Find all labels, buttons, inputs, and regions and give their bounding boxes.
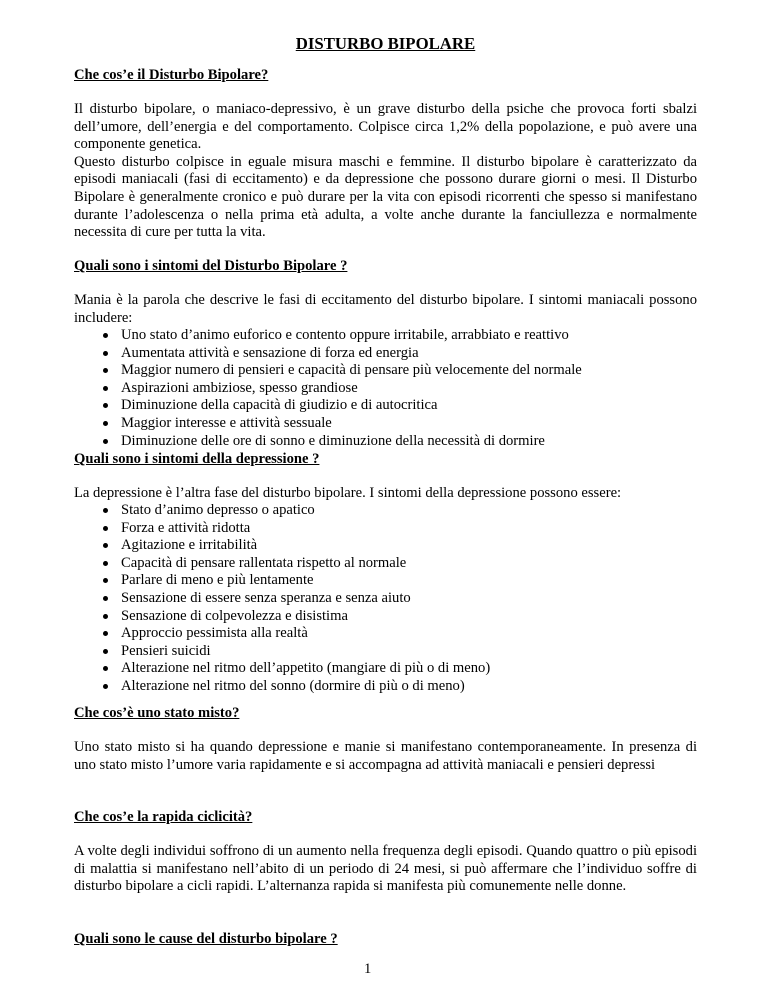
list-item: Diminuzione della capacità di giudizio e di autocritica — [74, 397, 697, 415]
bullet-icon — [103, 578, 108, 583]
bullet-icon — [103, 386, 108, 391]
section-heading-symptoms: Quali sono i sintomi del Disturbo Bipolare ? — [74, 258, 348, 274]
section-heading-what-is: Che cos’e il Disturbo Bipolare? — [74, 67, 269, 83]
paragraph: Il disturbo bipolare, o maniaco-depressivo, è un grave disturbo della psiche che provoca forti sbalzi dell’umore, dell’energia e del comportamento. Colpisce circa 1,2% della popolazione, e può avere una componente genetica. — [74, 101, 697, 153]
bullet-icon — [103, 543, 108, 548]
bullet-icon — [103, 526, 108, 531]
section-body-rapid-cycling: A volte degli individui soffrono di un aumento nella frequenza degli episodi. Quando quattro o più episodi di malattia si manifestano nell’abito di un periodo di 24 mesi, si può affermare che l’individuo soffre di disturbo bipolare a cicli rapidi. L’alternanza rapida si manifesta più comunemente nelle donne. — [74, 843, 697, 895]
bullet-icon — [103, 351, 108, 356]
bullet-icon — [103, 596, 108, 601]
depression-symptoms-list — [74, 502, 697, 696]
bullet-icon — [103, 631, 108, 636]
list-item: Maggior numero di pensieri e capacità di pensare più velocemente del normale — [74, 362, 697, 380]
bullet-icon — [103, 333, 108, 338]
page-number: 1 — [364, 961, 372, 977]
list-item: Capacità di pensare rallentata rispetto al normale — [74, 555, 697, 573]
bullet-icon — [103, 421, 108, 426]
list-item: Aspirazioni ambiziose, spesso grandiose — [74, 380, 697, 398]
section-heading-depression: Quali sono i sintomi della depressione ? — [74, 451, 320, 467]
list-item: Diminuzione delle ore di sonno e diminuzione della necessità di dormire — [74, 433, 697, 451]
list-item: Alterazione nel ritmo dell’appetito (mangiare di più o di meno) — [74, 660, 697, 678]
section-body-what-is — [74, 101, 697, 242]
bullet-icon — [103, 666, 108, 671]
section-intro-depression: La depressione è l’altra fase del disturbo bipolare. I sintomi della depressione possono essere: — [74, 485, 622, 501]
list-item: Parlare di meno e più lentamente — [74, 572, 697, 590]
section-body-mixed-state: Uno stato misto si ha quando depressione e manie si manifestano contemporaneamente. In presenza di uno stato misto l’umore varia rapidamente e si accompagna ad attività maniacali e pensieri depressi — [74, 739, 697, 773]
bullet-icon — [103, 684, 108, 689]
list-item: Approccio pessimista alla realtà — [74, 625, 697, 643]
bullet-icon — [103, 508, 108, 513]
bullet-icon — [103, 614, 108, 619]
section-intro-symptoms: Mania è la parola che descrive le fasi di eccitamento del disturbo bipolare. I sintomi maniacali possono includere: — [74, 292, 697, 326]
bullet-icon — [103, 403, 108, 408]
list-item: Sensazione di colpevolezza e disistima — [74, 608, 697, 626]
list-item: Sensazione di essere senza speranza e senza aiuto — [74, 590, 697, 608]
list-item: Agitazione e irritabilità — [74, 537, 697, 555]
list-item: Pensieri suicidi — [74, 643, 697, 661]
page-title: DISTURBO BIPOLARE — [295, 34, 476, 53]
bullet-icon — [103, 439, 108, 444]
bullet-icon — [103, 649, 108, 654]
list-item: Maggior interesse e attività sessuale — [74, 415, 697, 433]
section-heading-causes: Quali sono le cause del disturbo bipolare ? — [74, 931, 338, 947]
section-heading-mixed-state: Che cos’è uno stato misto? — [74, 705, 240, 721]
list-item: Stato d’animo depresso o apatico — [74, 502, 697, 520]
bullet-icon — [103, 368, 108, 373]
list-item: Uno stato d’animo euforico e contento oppure irritabile, arrabbiato e reattivo — [74, 327, 697, 345]
paragraph: Questo disturbo colpisce in eguale misura maschi e femmine. Il disturbo bipolare è caratterizzato da episodi maniacali (fasi di eccitamento) e da depressione che possono durare giorni o mesi. Il Disturbo Bipolare è generalmente cronico e può durare per la vita con episodi ricorrenti che spesso si manifestano durante l’adolescenza o nella prima età adulta, a volte anche durante la fanciullezza e normalmente necessita di cure per tutta la vita. — [74, 153, 697, 241]
list-item: Aumentata attività e sensazione di forza ed energia — [74, 345, 697, 363]
list-item: Forza e attività ridotta — [74, 520, 697, 538]
section-heading-rapid-cycling: Che cos’e la rapida ciclicità? — [74, 809, 253, 825]
mania-symptoms-list — [74, 327, 697, 450]
list-item: Alterazione nel ritmo del sonno (dormire di più o di meno) — [74, 678, 697, 696]
bullet-icon — [103, 561, 108, 566]
